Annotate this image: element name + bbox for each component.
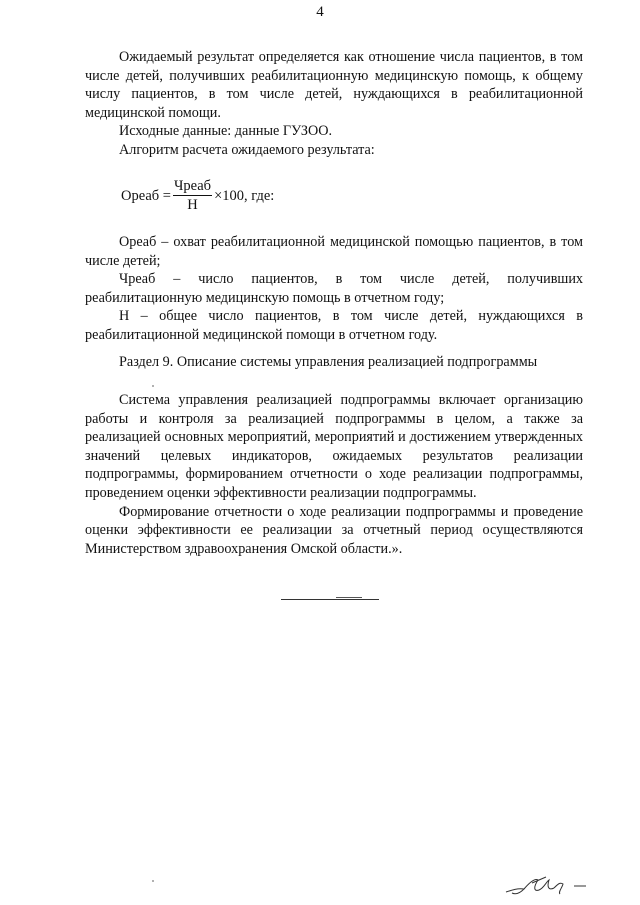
scan-speck (152, 880, 154, 882)
formula-numerator: Чреаб (173, 178, 212, 194)
formula-rhs: ×100, где: (214, 187, 275, 204)
formula-fraction (173, 178, 212, 214)
paragraph-reporting: Формирование отчетности о ходе реализации подпрограммы и проведение оценки эффективности ее реализации за отчетный период осуществляются Министерством здравоохранения Омской области.». (85, 503, 583, 557)
section-9-heading: Раздел 9. Описание системы управления реализацией подпрограммы (119, 354, 538, 370)
formula-lhs: Ореаб = (121, 187, 171, 204)
coverage-formula (121, 176, 274, 216)
formula-denominator: Н (187, 197, 198, 213)
paragraph-algorithm: Алгоритм расчета ожидаемого результата: (119, 141, 375, 158)
scan-speck (152, 385, 154, 387)
end-rule-overlay (336, 597, 362, 598)
expected-result-text (85, 48, 583, 160)
definition-chreab: Чреаб – число пациентов, в том числе детей, получивших реабилитационную медицинскую помощь в отчетном году; (85, 271, 583, 306)
paragraph-source-data: Исходные данные: данные ГУЗОО. (119, 123, 333, 140)
formula-definitions (85, 233, 583, 345)
paragraph-management-system: Система управления реализацией подпрограммы включает организацию работы и контроля за реализацией подпрограммы в целом, а также за реализацией основных мероприятий, мероприятий и достижением утвержденных значений целевых индикаторов, ожидаемых результатов реализации подпрограммы, формированием отчетности о ходе реализации подпрограммы, проведением оценки эффективности реализации подпрограммы. (85, 392, 583, 501)
handwritten-initials (502, 868, 592, 898)
definition-n: Н – общее число пациентов, в том числе детей, нуждающихся в реабилитационной медицинской помощи в отчетном году. (85, 308, 583, 343)
end-of-text-rule (281, 599, 379, 600)
paragraph-expected-result: Ожидаемый результат определяется как отношение числа пациентов, в том числе детей, получивших реабилитационную медицинскую помощь, к общему числу пациентов, в том числе детей, нуждающихся в реабилитационной медицинской помощи. (85, 49, 583, 121)
page-number: 4 (316, 4, 324, 20)
section-9-text (85, 391, 583, 558)
definition-oreab: Ореаб – охват реабилитационной медицинской помощью пациентов, в том числе детей; (85, 234, 583, 269)
